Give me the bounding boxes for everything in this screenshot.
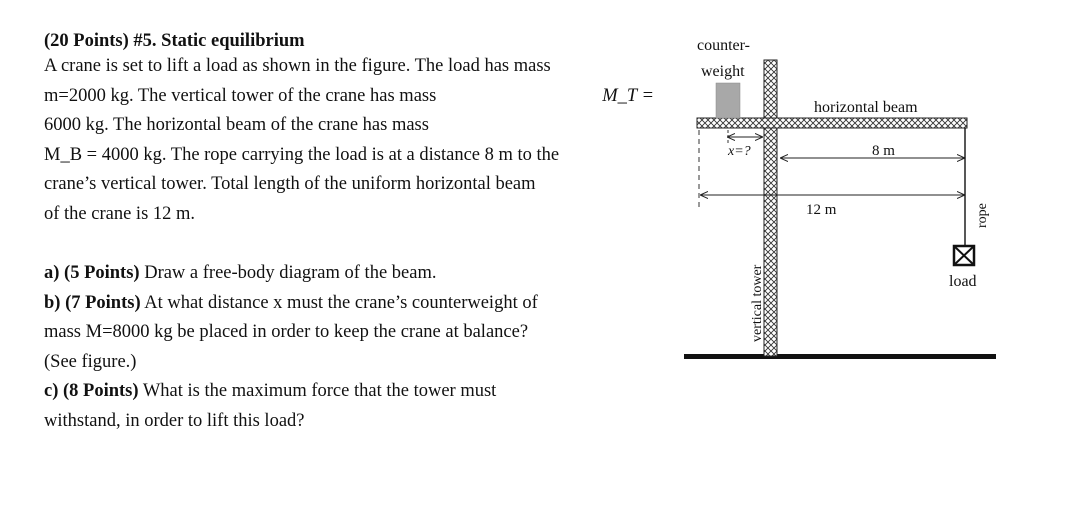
- vertical-tower: [764, 60, 777, 356]
- problem-line-5: crane’s vertical tower. Total length of the uniform horizontal beam: [44, 174, 536, 194]
- load-label: load: [949, 273, 977, 290]
- problem-line-4: M_B = 4000 kg. The rope carrying the load is at a distance 8 m to the: [44, 144, 560, 165]
- beam-length-label: 12 m: [806, 202, 837, 218]
- question-a-text: Draw a free-body diagram of the beam.: [139, 263, 437, 283]
- question-c-label: c) (8 Points): [44, 381, 139, 401]
- question-b-line-2: mass M=8000 kg be placed in order to keep the crane at balance?: [44, 322, 529, 342]
- problem-line-2-left: m=2000 kg. The vertical tower of the crane has mass: [44, 85, 437, 106]
- x-distance-label: x=?: [728, 144, 751, 159]
- question-a-label: a) (5 Points): [44, 263, 140, 283]
- counterweight-block: [716, 83, 740, 118]
- rope-distance-label: 8 m: [872, 143, 895, 159]
- question-b-text: At what distance x must the crane’s counterweight of: [140, 292, 538, 313]
- question-c-line-2: withstand, in order to lift this load?: [44, 410, 305, 431]
- problem-line-1: A crane is set to lift a load as shown in the figure. The load has mass: [44, 56, 551, 76]
- horizontal-beam-label: horizontal beam: [814, 99, 918, 116]
- question-b-label: b) (7 Points): [44, 292, 141, 313]
- horizontal-beam: [697, 118, 967, 128]
- counterweight-label-line-2: weight: [701, 63, 745, 80]
- load-box: [954, 246, 974, 265]
- question-b-line-3: (See figure.): [44, 351, 137, 372]
- ground-line: [684, 354, 996, 359]
- rope-label: rope: [975, 203, 990, 228]
- counterweight-label-line-1: counter-: [697, 37, 750, 54]
- problem-line-3: 6000 kg. The horizontal beam of the crane has mass: [44, 115, 429, 135]
- problem-line-6: of the crane is 12 m.: [44, 203, 196, 224]
- vertical-tower-label: vertical tower: [750, 264, 765, 342]
- tower-mass-symbol: M_T =: [602, 85, 654, 106]
- problem-title: (20 Points) #5. Static equilibrium: [44, 31, 305, 51]
- question-c-text: What is the maximum force that the tower must: [138, 381, 497, 401]
